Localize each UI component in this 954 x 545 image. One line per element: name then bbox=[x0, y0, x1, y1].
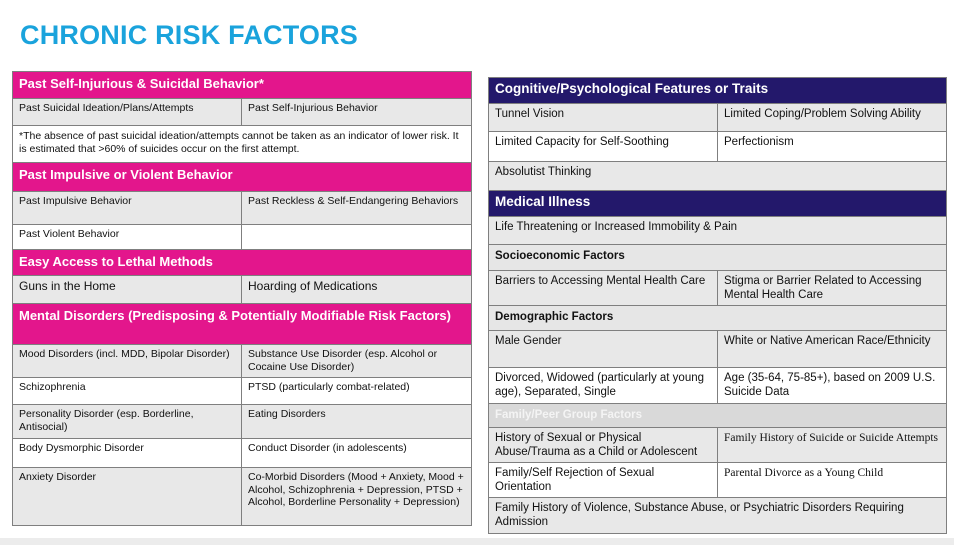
footnote-row bbox=[13, 126, 472, 163]
table-row bbox=[13, 99, 472, 126]
table-row bbox=[489, 463, 947, 498]
table-row bbox=[489, 132, 947, 162]
cell: History of Sexual or Physical Abuse/Trauma as a Child or Adolescent bbox=[489, 428, 718, 463]
cell: Body Dysmorphic Disorder bbox=[13, 439, 242, 468]
table-row bbox=[489, 498, 947, 534]
cell: Past Violent Behavior bbox=[13, 225, 242, 250]
cell: Absolutist Thinking bbox=[489, 162, 947, 191]
cell: Eating Disorders bbox=[242, 405, 472, 439]
table-row bbox=[489, 162, 947, 191]
table-row bbox=[489, 428, 947, 463]
cell: Guns in the Home bbox=[13, 276, 242, 304]
table-row bbox=[489, 217, 947, 245]
left-risk-table bbox=[12, 71, 472, 526]
cell: Life Threatening or Increased Immobility & Pain bbox=[489, 217, 947, 245]
section-header-self-injurious: Past Self-Injurious & Suicidal Behavior* bbox=[13, 72, 472, 99]
cell: Substance Use Disorder (esp. Alcohol or Cocaine Use Disorder) bbox=[242, 345, 472, 378]
page-title: CHRONIC RISK FACTORS bbox=[20, 20, 359, 50]
section-header-demographic: Demographic Factors bbox=[489, 306, 947, 331]
cell: Personality Disorder (esp. Borderline, Antisocial) bbox=[13, 405, 242, 439]
table-row bbox=[13, 225, 472, 250]
cell: Co-Morbid Disorders (Mood + Anxiety, Mood + Alcohol, Schizophrenia + Depression, PTSD + Alcohol, Borderline Personality + Depression) bbox=[242, 468, 472, 526]
cell: Past Self-Injurious Behavior bbox=[242, 99, 472, 126]
section-header-mental: Mental Disorders (Predisposing & Potentially Modifiable Risk Factors) bbox=[13, 304, 472, 345]
section-header-socioeconomic: Socioeconomic Factors bbox=[489, 245, 947, 271]
section-header-impulsive: Past Impulsive or Violent Behavior bbox=[13, 163, 472, 192]
table-row bbox=[13, 345, 472, 378]
cell: Male Gender bbox=[489, 331, 718, 368]
table-row bbox=[489, 331, 947, 368]
cell: Schizophrenia bbox=[13, 378, 242, 405]
cell: Tunnel Vision bbox=[489, 104, 718, 132]
cell: Hoarding of Medications bbox=[242, 276, 472, 304]
section-header-family: Family/Peer Group Factors bbox=[489, 404, 947, 428]
table-row bbox=[13, 192, 472, 225]
table-row bbox=[13, 468, 472, 526]
cell: Family History of Violence, Substance Abuse, or Psychiatric Disorders Requiring Admission bbox=[489, 498, 947, 534]
cell: Stigma or Barrier Related to Accessing Mental Health Care bbox=[718, 271, 947, 306]
section-header-lethal: Easy Access to Lethal Methods bbox=[13, 250, 472, 276]
cell: Barriers to Accessing Mental Health Care bbox=[489, 271, 718, 306]
cell: Past Impulsive Behavior bbox=[13, 192, 242, 225]
table-row bbox=[13, 439, 472, 468]
cell: Perfectionism bbox=[718, 132, 947, 162]
table-row bbox=[13, 405, 472, 439]
cell: PTSD (particularly combat-related) bbox=[242, 378, 472, 405]
cell: Anxiety Disorder bbox=[13, 468, 242, 526]
cell: Past Suicidal Ideation/Plans/Attempts bbox=[13, 99, 242, 126]
footnote: *The absence of past suicidal ideation/attempts cannot be taken as an indicator of lower risk. It is estimated that >60% of suicides occur on the first attempt. bbox=[13, 126, 472, 163]
cell: Age (35-64, 75-85+), based on 2009 U.S. Suicide Data bbox=[718, 368, 947, 404]
cell: Past Reckless & Self-Endangering Behaviors bbox=[242, 192, 472, 225]
cell: Limited Coping/Problem Solving Ability bbox=[718, 104, 947, 132]
cell: Parental Divorce as a Young Child bbox=[718, 463, 947, 498]
table-row bbox=[13, 378, 472, 405]
cell: Family/Self Rejection of Sexual Orientation bbox=[489, 463, 718, 498]
section-header-cognitive: Cognitive/Psychological Features or Traits bbox=[489, 78, 947, 104]
right-risk-table bbox=[488, 77, 947, 534]
table-row bbox=[489, 104, 947, 132]
cell bbox=[242, 225, 472, 250]
cell: Mood Disorders (incl. MDD, Bipolar Disorder) bbox=[13, 345, 242, 378]
cell: Limited Capacity for Self-Soothing bbox=[489, 132, 718, 162]
table-row bbox=[13, 276, 472, 304]
cell: White or Native American Race/Ethnicity bbox=[718, 331, 947, 368]
cell: Conduct Disorder (in adolescents) bbox=[242, 439, 472, 468]
table-row bbox=[489, 271, 947, 306]
table-row bbox=[489, 368, 947, 404]
section-header-medical: Medical Illness bbox=[489, 191, 947, 217]
cell: Family History of Suicide or Suicide Attempts bbox=[718, 428, 947, 463]
cell: Divorced, Widowed (particularly at young age), Separated, Single bbox=[489, 368, 718, 404]
bottom-strip bbox=[0, 538, 954, 545]
